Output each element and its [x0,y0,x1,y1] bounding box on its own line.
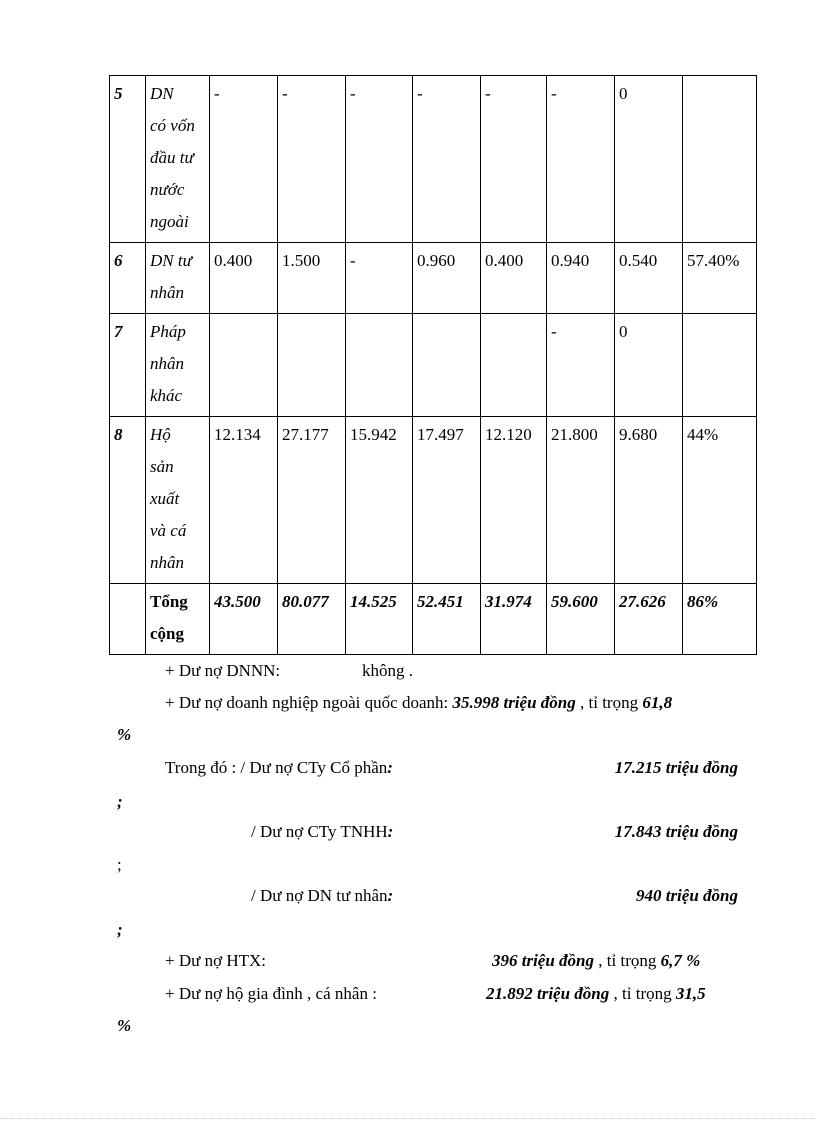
row-label-line: DN tư [150,251,192,270]
table-cell: - [481,76,547,243]
tnhh-semicolon: ; [117,855,122,874]
table-cell: 43.500 [210,584,278,655]
row-index: 8 [110,417,146,584]
nqd-label: + Dư nợ doanh nghiệp ngoài quốc doanh: [165,693,453,712]
row-label [146,76,210,243]
table-cell: 31.974 [481,584,547,655]
hgd-ratio-label: , tỉ trọng [609,984,676,1003]
table-cell: 27.626 [615,584,683,655]
hgd-ratio: 31,5 [675,984,706,1003]
row-label-line: nước [150,180,185,199]
table-cell: - [413,76,481,243]
row-index [110,584,146,655]
tnhh-line [251,822,393,842]
row-label-line: cộng [150,624,184,643]
htx-amount: 396 triệu đồng [492,951,595,970]
table-cell: 17.497 [413,417,481,584]
row-label-line: đầu tư [150,148,194,167]
dnnn-value: không . [362,661,413,680]
table-cell: - [547,314,615,417]
htx-ratio-label: , tỉ trọng [594,951,661,970]
row-label [146,584,210,655]
row-label-line: có vốn [150,116,195,135]
hgd-values [486,984,706,1004]
table-cell [413,314,481,417]
table-cell: 59.600 [547,584,615,655]
dnnn-label: + Dư nợ DNNN: [165,661,281,680]
nqd-amount: 35.998 triệu đồng [452,693,576,712]
row-label-line: xuất [150,489,180,508]
cophan-colon: : [387,758,393,777]
table-cell: - [346,76,413,243]
row-label-line: Tổng [150,592,188,611]
row-label-line: Pháp [150,322,186,341]
dntn-semicolon: ; [117,920,123,939]
table-cell: 0 [615,314,683,417]
cophan-amount: 17.215 triệu đồng [614,758,738,777]
table-cell: 52.451 [413,584,481,655]
row-label-line: ngoài [150,212,189,231]
nqd-ratio-label: , tỉ trọng [575,693,643,712]
table-cell [210,314,278,417]
dntn-amount: 940 triệu đồng [635,886,738,905]
table-cell: 1.500 [278,243,346,314]
hgd-label: + Dư nợ hộ gia đình , cá nhân : [165,984,377,1003]
row-label-line: DN [150,84,174,103]
htx-label: + Dư nợ HTX: [165,951,266,970]
tnhh-amount: 17.843 triệu đồng [614,822,738,841]
table-cell: 0.400 [210,243,278,314]
dntn-label: / Dư nợ DN tư nhân [251,886,388,905]
cophan-line [165,758,393,778]
table-cell: 80.077 [278,584,346,655]
table-cell: 0.960 [413,243,481,314]
row-label-line: nhân [150,553,184,572]
cophan-semicolon: ; [117,792,123,811]
total-row [110,584,757,655]
nqd-ratio: 61,8 [642,693,673,712]
row-label-line: Hộ [150,425,171,444]
row-label [146,417,210,584]
table-cell: - [210,76,278,243]
table-cell [278,314,346,417]
table-cell: 0.940 [547,243,615,314]
htx-values [492,951,700,971]
row-label-line: nhân [150,283,184,302]
table-cell: 0.400 [481,243,547,314]
table-cell: 44% [683,417,757,584]
loan-table [109,75,757,655]
row-label-line: khác [150,386,183,405]
cophan-label: Trong đó : / Dư nợ CTy Cổ phần [165,758,388,777]
table-cell: 86% [683,584,757,655]
table-cell [346,314,413,417]
table-cell [683,314,757,417]
table-cell: 0 [615,76,683,243]
table-cell: 12.120 [481,417,547,584]
table-cell: - [346,243,413,314]
tnhh-colon: : [387,822,394,841]
table-cell: - [278,76,346,243]
dntn-line [251,886,393,906]
table-cell: - [547,76,615,243]
row-label-line: và cá [150,521,187,540]
dnnn-line [165,661,413,681]
row-index: 7 [110,314,146,417]
table-cell: 57.40% [683,243,757,314]
row-label-line: nhân [150,354,184,373]
table-row [110,417,757,584]
nqd-ratio-unit: % [117,725,132,744]
table-cell: 12.134 [210,417,278,584]
dntn-colon: : [387,886,394,905]
table-cell: 0.540 [615,243,683,314]
row-index: 5 [110,76,146,243]
table-cell [683,76,757,243]
hgd-amount: 21.892 triệu đồng [486,984,610,1003]
table-cell: 14.525 [346,584,413,655]
row-label [146,243,210,314]
table-cell [481,314,547,417]
table-row [110,76,757,243]
table-cell: 21.800 [547,417,615,584]
table-cell: 9.680 [615,417,683,584]
row-label [146,314,210,417]
table-row [110,314,757,417]
htx-ratio: 6,7 % [660,951,701,970]
table-cell: 27.177 [278,417,346,584]
tnhh-label: / Dư nợ CTy TNHH [251,822,388,841]
table-row [110,243,757,314]
table-cell: 15.942 [346,417,413,584]
row-label-line: sản [150,457,174,476]
row-index: 6 [110,243,146,314]
page-bottom-divider [0,1118,816,1119]
hgd-ratio-unit: % [117,1016,132,1035]
nqd-line [165,693,672,713]
